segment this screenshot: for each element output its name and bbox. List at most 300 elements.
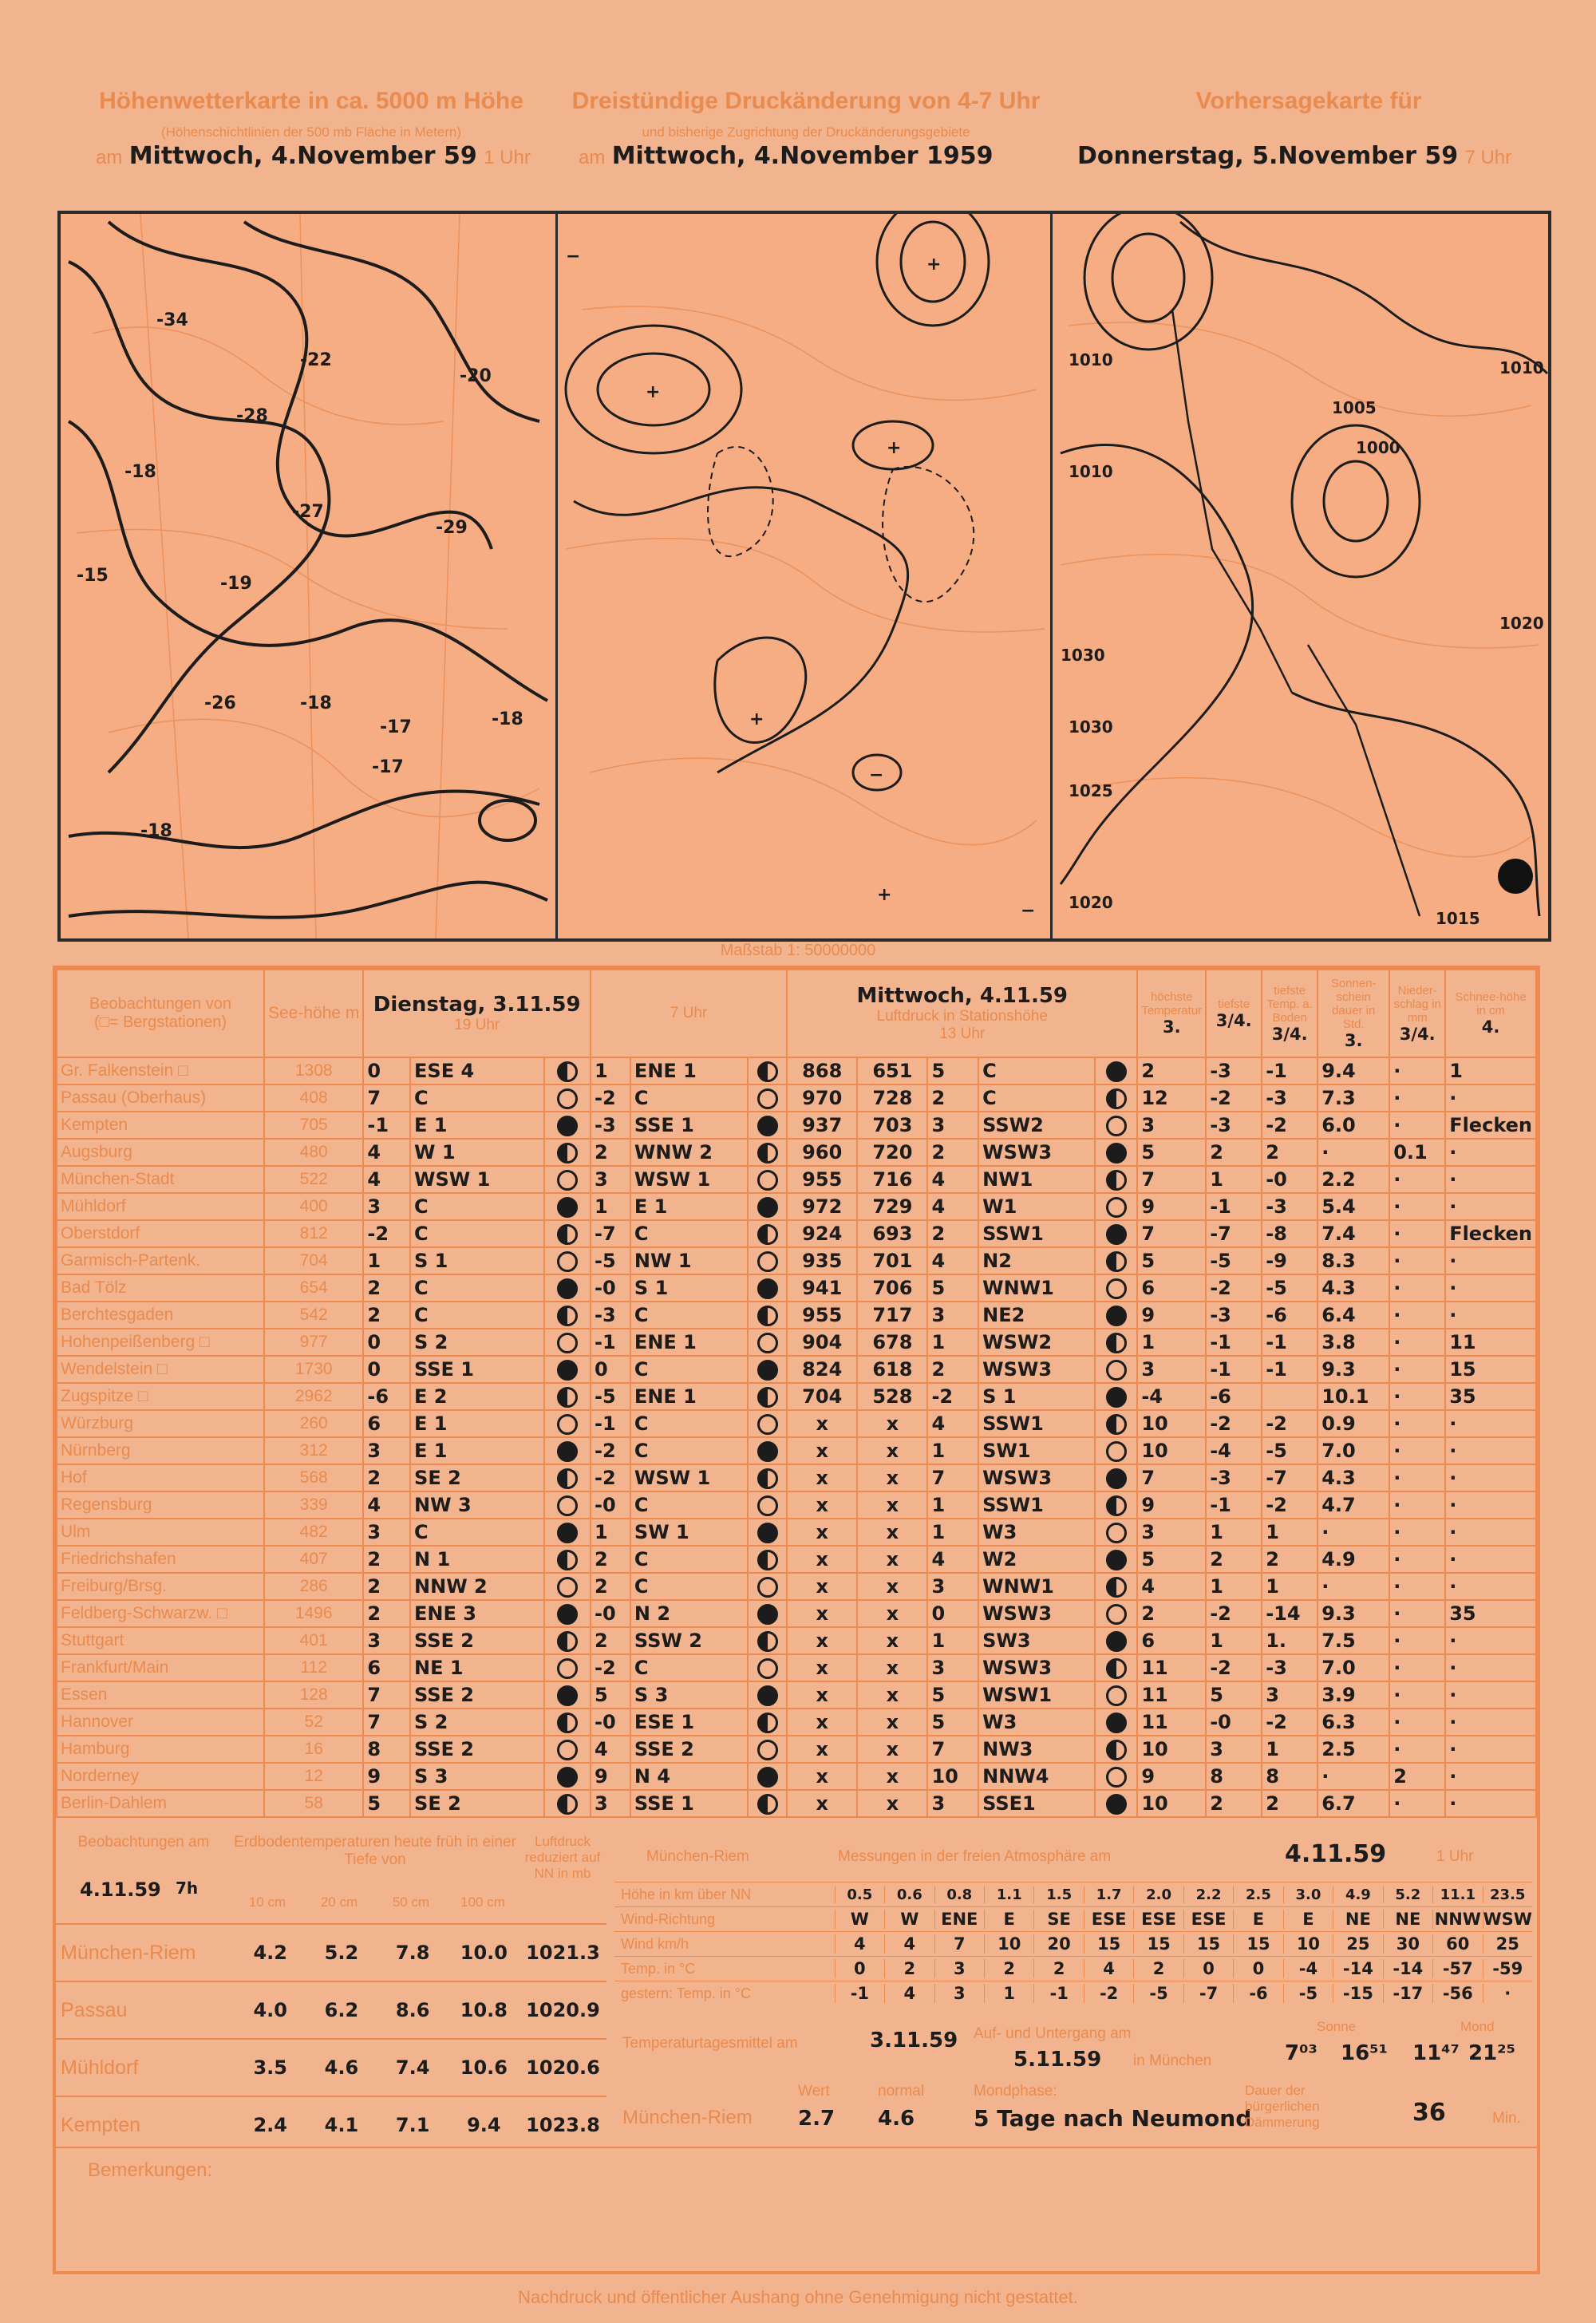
precip: · xyxy=(1389,1573,1445,1600)
min-temp: -3 xyxy=(1206,1057,1262,1084)
aero-row xyxy=(614,1882,1532,1906)
d3-weather xyxy=(1095,1546,1137,1573)
d3-wind: SSW1 xyxy=(978,1491,1095,1519)
aero-wind-speed: 15 xyxy=(1084,1934,1133,1954)
d3-wind: SSW2 xyxy=(978,1112,1095,1139)
d1-temp: 6 xyxy=(363,1410,410,1437)
station-name: Frankfurt/Main xyxy=(57,1654,264,1681)
svg-text:-18: -18 xyxy=(492,709,523,729)
snow: · xyxy=(1445,1437,1536,1464)
snow: · xyxy=(1445,1681,1536,1709)
d2: 3/4. xyxy=(1215,1010,1252,1030)
d3-press-mm: x xyxy=(857,1573,927,1600)
d1-weather xyxy=(544,1600,591,1627)
d2-temp: 2 xyxy=(591,1573,630,1600)
soil-temp: 8.6 xyxy=(395,1999,430,2021)
aero-yest-temp: · xyxy=(1483,1984,1532,2003)
svg-text:-22: -22 xyxy=(300,350,332,370)
d1-wind: ESE 4 xyxy=(410,1057,544,1084)
d3-temp: 4 xyxy=(927,1247,978,1274)
d3-weather xyxy=(1095,1247,1137,1274)
soil-pressure: 1023.8 xyxy=(526,2114,600,2136)
weather-symbol-icon xyxy=(557,1197,578,1218)
d1-wind: NNW 2 xyxy=(410,1573,544,1600)
d3-press-mm: 706 xyxy=(857,1274,927,1302)
soil-pressure: 1021.3 xyxy=(526,1942,600,1964)
d3-press-mb: x xyxy=(787,1600,857,1627)
sunshine: 3.9 xyxy=(1317,1681,1389,1709)
ground-temp: -8 xyxy=(1262,1220,1317,1247)
svg-text:-17: -17 xyxy=(372,757,404,777)
d3-weather xyxy=(1095,1220,1137,1247)
sunshine: 7.4 xyxy=(1317,1220,1389,1247)
weather-maps xyxy=(57,211,1551,942)
d1-weather xyxy=(544,1329,591,1356)
d1-temp: 6 xyxy=(363,1654,410,1681)
sunshine: 3.8 xyxy=(1317,1329,1389,1356)
sunshine: 9.4 xyxy=(1317,1057,1389,1084)
max-temp: 2 xyxy=(1137,1600,1206,1627)
d2-weather xyxy=(748,1410,787,1437)
station-height: 407 xyxy=(264,1546,363,1573)
table-row xyxy=(57,1546,1536,1573)
ground-temp: -1 xyxy=(1262,1057,1317,1084)
d1-weather xyxy=(544,1736,591,1763)
d1-weather xyxy=(544,1057,591,1084)
svg-text:1010: 1010 xyxy=(1069,350,1113,369)
weather-symbol-icon xyxy=(557,1794,578,1815)
ground-temp: -2 xyxy=(1262,1112,1317,1139)
min-temp: -3 xyxy=(1206,1464,1262,1491)
d3-weather xyxy=(1095,1302,1137,1329)
table-row xyxy=(57,1627,1536,1654)
table-row xyxy=(57,1600,1536,1627)
max-temp: 9 xyxy=(1137,1491,1206,1519)
weather-symbol-icon xyxy=(1106,1713,1127,1733)
d2-weather xyxy=(748,1274,787,1302)
d1-weather xyxy=(544,1410,591,1437)
soil-time: 7h xyxy=(176,1879,199,1898)
aero-yest-temp: -1 xyxy=(835,1984,884,2003)
soil-depth-label: 10 cm xyxy=(248,1894,286,1910)
svg-text:1000: 1000 xyxy=(1356,438,1400,457)
precip: · xyxy=(1389,1084,1445,1112)
snow: · xyxy=(1445,1573,1536,1600)
d2-temp: -3 xyxy=(591,1302,630,1329)
snow: 15 xyxy=(1445,1356,1536,1383)
table-row xyxy=(57,1763,1536,1790)
d2-wind: S 1 xyxy=(630,1274,748,1302)
d3-weather xyxy=(1095,1057,1137,1084)
d2-temp: 3 xyxy=(591,1166,630,1193)
d2-wind: C xyxy=(630,1437,748,1464)
d2-wind: ENE 1 xyxy=(630,1383,748,1410)
precip: · xyxy=(1389,1057,1445,1084)
aero-wind-speed: 15 xyxy=(1233,1934,1282,1954)
d2-weather xyxy=(748,1112,787,1139)
d1-temp: 2 xyxy=(363,1274,410,1302)
aero-height: 0.8 xyxy=(934,1886,984,1903)
ground-temp: -2 xyxy=(1262,1709,1317,1736)
d1-weather xyxy=(544,1546,591,1573)
d2-weather xyxy=(748,1302,787,1329)
soil-station: Kempten xyxy=(61,2113,141,2136)
table-row xyxy=(57,1084,1536,1112)
max-temp: 12 xyxy=(1137,1084,1206,1112)
aero-yest-temp: -56 xyxy=(1432,1984,1482,2003)
d3-wind: W2 xyxy=(978,1546,1095,1573)
day3-time: 13 Uhr xyxy=(939,1025,986,1042)
table-row xyxy=(57,1491,1536,1519)
max-temp: 5 xyxy=(1137,1247,1206,1274)
svg-text:−: − xyxy=(869,765,884,785)
weather-symbol-icon xyxy=(1106,1088,1127,1109)
station-height: 112 xyxy=(264,1654,363,1681)
day2-time: 7 Uhr xyxy=(670,1005,708,1021)
aero-temp: 2 xyxy=(1133,1959,1183,1978)
ground-temp: 8 xyxy=(1262,1763,1317,1790)
station-name: Regensburg xyxy=(57,1491,264,1519)
aero-height: 11.1 xyxy=(1432,1886,1482,1903)
d1-weather xyxy=(544,1220,591,1247)
sunshine: 9.3 xyxy=(1317,1600,1389,1627)
svg-text:+: + xyxy=(887,438,902,458)
svg-text:-29: -29 xyxy=(436,518,468,538)
d1-temp: -2 xyxy=(363,1220,410,1247)
auf-date: 5.11.59 xyxy=(1013,2048,1102,2072)
aero-row xyxy=(614,1956,1532,1981)
weather-symbol-icon xyxy=(757,1658,778,1679)
max-temp: 3 xyxy=(1137,1356,1206,1383)
min-temp: -1 xyxy=(1206,1491,1262,1519)
d3-press-mb: x xyxy=(787,1654,857,1681)
table-row xyxy=(57,1681,1536,1709)
d3-temp: 4 xyxy=(927,1166,978,1193)
station-name: Wendelstein □ xyxy=(57,1356,264,1383)
d2-weather xyxy=(748,1654,787,1681)
aero-row-label: Höhe in km über NN xyxy=(621,1886,752,1902)
d3-press-mb: x xyxy=(787,1437,857,1464)
weather-symbol-icon xyxy=(1106,1143,1127,1163)
max-temp: 7 xyxy=(1137,1220,1206,1247)
d3-weather xyxy=(1095,1084,1137,1112)
weather-symbol-icon xyxy=(757,1550,778,1570)
d3: 3/4. xyxy=(1271,1024,1308,1044)
station-name: Hamburg xyxy=(57,1736,264,1763)
aero-yest-temp: -6 xyxy=(1233,1984,1282,2003)
aero-temp: -4 xyxy=(1283,1959,1333,1978)
d3-wind: WSW3 xyxy=(978,1356,1095,1383)
d3-press-mb: x xyxy=(787,1763,857,1790)
d3-weather xyxy=(1095,1790,1137,1817)
d1-temp: 0 xyxy=(363,1356,410,1383)
d2-weather xyxy=(748,1220,787,1247)
d1-temp: 2 xyxy=(363,1464,410,1491)
soil-pressure-head: Luftdruck reduziert auf NN in mb xyxy=(524,1834,601,1881)
ext-min-header xyxy=(1206,970,1262,1057)
sunshine: 2.5 xyxy=(1317,1736,1389,1763)
min-temp: -7 xyxy=(1206,1220,1262,1247)
d3-weather xyxy=(1095,1681,1137,1709)
wert-value: 2.7 xyxy=(798,2107,836,2131)
map3-date: Donnerstag, 5.November 59 xyxy=(1077,142,1459,170)
normal-value: 4.6 xyxy=(878,2107,915,2131)
aero-yest-temp: 1 xyxy=(984,1984,1033,2003)
aero-station: München-Riem xyxy=(646,1848,749,1865)
d3-temp: 4 xyxy=(927,1410,978,1437)
weather-symbol-icon xyxy=(557,1604,578,1625)
d1-weather xyxy=(544,1193,591,1220)
weather-symbol-icon xyxy=(757,1713,778,1733)
d3-wind: WSW1 xyxy=(978,1681,1095,1709)
station-name: Kempten xyxy=(57,1112,264,1139)
d1-weather xyxy=(544,1681,591,1709)
sunshine: 4.7 xyxy=(1317,1491,1389,1519)
max-temp: 3 xyxy=(1137,1519,1206,1546)
d3-press-mb: 970 xyxy=(787,1084,857,1112)
d2-weather xyxy=(748,1546,787,1573)
station-height: 2962 xyxy=(264,1383,363,1410)
station-height: 977 xyxy=(264,1329,363,1356)
sonne-unter: 16⁵¹ xyxy=(1341,2041,1388,2065)
d1-wind: E 1 xyxy=(410,1437,544,1464)
d3-weather xyxy=(1095,1383,1137,1410)
d2-wind: C xyxy=(630,1573,748,1600)
min-temp: -2 xyxy=(1206,1410,1262,1437)
soil-temp: 4.1 xyxy=(324,2114,359,2136)
aero-temp: 2 xyxy=(984,1959,1033,1978)
max-temp: 10 xyxy=(1137,1736,1206,1763)
forecast-map xyxy=(1050,214,1551,938)
map1-time: 1 Uhr xyxy=(484,147,531,168)
d2-temp: -0 xyxy=(591,1709,630,1736)
d2-temp: -2 xyxy=(591,1654,630,1681)
d3-temp: 7 xyxy=(927,1736,978,1763)
d2-temp: 2 xyxy=(591,1139,630,1166)
weather-symbol-icon xyxy=(757,1631,778,1652)
station-name: Stuttgart xyxy=(57,1627,264,1654)
d1-temp: 2 xyxy=(363,1302,410,1329)
ext4: Sonnen-schein dauer in Std. xyxy=(1330,977,1377,1031)
svg-text:−: − xyxy=(1021,901,1036,921)
d1-weather xyxy=(544,1274,591,1302)
aero-row-label: gestern: Temp. in °C xyxy=(621,1985,751,2001)
aero-row-label: Temp. in °C xyxy=(621,1960,696,1977)
d3-temp: 1 xyxy=(927,1437,978,1464)
aero-temp: 0 xyxy=(1183,1959,1233,1978)
snow: · xyxy=(1445,1084,1536,1112)
soil-pressure: 1020.6 xyxy=(526,2056,600,2079)
d1-wind: W 1 xyxy=(410,1139,544,1166)
ground-temp: 1 xyxy=(1262,1736,1317,1763)
aero-wind-speed: 25 xyxy=(1333,1934,1382,1954)
svg-text:-18: -18 xyxy=(300,693,332,713)
phase-label: Mondphase: xyxy=(974,2083,1057,2100)
table-row xyxy=(57,1329,1536,1356)
d3-temp: 4 xyxy=(927,1193,978,1220)
aero-height: 2.2 xyxy=(1183,1886,1233,1903)
snow: · xyxy=(1445,1709,1536,1736)
weather-symbol-icon xyxy=(757,1143,778,1163)
min-temp: 5 xyxy=(1206,1681,1262,1709)
station-height: 408 xyxy=(264,1084,363,1112)
mittel-label: Temperaturtagesmittel am xyxy=(622,2035,798,2052)
d3-press-mm: 701 xyxy=(857,1247,927,1274)
max-temp: 11 xyxy=(1137,1681,1206,1709)
snow: · xyxy=(1445,1790,1536,1817)
d3-press-mm: 618 xyxy=(857,1356,927,1383)
weather-symbol-icon xyxy=(757,1061,778,1082)
mond-unter: 21²⁵ xyxy=(1468,2041,1515,2065)
station-height: 704 xyxy=(264,1247,363,1274)
d2-temp: -2 xyxy=(591,1437,630,1464)
d3-weather xyxy=(1095,1600,1137,1627)
d3-weather xyxy=(1095,1627,1137,1654)
d1-temp: 2 xyxy=(363,1600,410,1627)
aero-yest-temp: -5 xyxy=(1133,1984,1183,2003)
d3-weather xyxy=(1095,1193,1137,1220)
d2-weather xyxy=(748,1491,787,1519)
ground-temp xyxy=(1262,1383,1317,1410)
aero-height: 4.9 xyxy=(1333,1886,1382,1903)
station-height: 568 xyxy=(264,1464,363,1491)
ground-temp: 3 xyxy=(1262,1681,1317,1709)
max-temp: 5 xyxy=(1137,1546,1206,1573)
d3-press-mb: x xyxy=(787,1573,857,1600)
d3-temp: 3 xyxy=(927,1302,978,1329)
weather-symbol-icon xyxy=(1106,1577,1127,1598)
table-row xyxy=(57,1139,1536,1166)
d1-wind: C xyxy=(410,1220,544,1247)
d3-press-mm: x xyxy=(857,1681,927,1709)
aero-wind-dir: W xyxy=(884,1910,934,1929)
precip-header xyxy=(1389,970,1445,1057)
d1-wind: SSE 1 xyxy=(410,1356,544,1383)
weather-symbol-icon xyxy=(757,1468,778,1489)
footnote: Nachdruck und öffentlicher Aushang ohne Genehmigung nicht gestattet. xyxy=(518,2287,1078,2307)
aero-block xyxy=(614,1827,1540,2011)
map2-am: am xyxy=(579,147,606,168)
min-temp: -0 xyxy=(1206,1709,1262,1736)
d1-weather xyxy=(544,1763,591,1790)
snow: · xyxy=(1445,1193,1536,1220)
precip: · xyxy=(1389,1247,1445,1274)
d3-wind: W1 xyxy=(978,1193,1095,1220)
weather-symbol-icon xyxy=(557,1713,578,1733)
table-row xyxy=(57,1573,1536,1600)
d3-wind: SSW1 xyxy=(978,1220,1095,1247)
min-temp: -6 xyxy=(1206,1383,1262,1410)
precip: · xyxy=(1389,1519,1445,1546)
svg-text:-34: -34 xyxy=(156,310,188,330)
max-temp: 5 xyxy=(1137,1139,1206,1166)
station-name: Bad Tölz xyxy=(57,1274,264,1302)
d1-wind: SSE 2 xyxy=(410,1736,544,1763)
snow: · xyxy=(1445,1627,1536,1654)
d2-temp: -3 xyxy=(591,1112,630,1139)
weather-symbol-icon xyxy=(1106,1604,1127,1625)
weather-symbol-icon xyxy=(1106,1550,1127,1570)
d2-wind: N 2 xyxy=(630,1600,748,1627)
d3-wind: SW1 xyxy=(978,1437,1095,1464)
station-name: Hof xyxy=(57,1464,264,1491)
d1-temp: 9 xyxy=(363,1763,410,1790)
phase-value: 5 Tage nach Neumond xyxy=(974,2105,1252,2131)
aero-height: 0.5 xyxy=(835,1886,884,1903)
weather-symbol-icon xyxy=(557,1333,578,1353)
snow: · xyxy=(1445,1302,1536,1329)
day1-time: 19 Uhr xyxy=(454,1017,500,1033)
svg-text:+: + xyxy=(877,885,892,905)
d3-weather xyxy=(1095,1437,1137,1464)
d1-wind: SSE 2 xyxy=(410,1627,544,1654)
d2-wind: C xyxy=(630,1546,748,1573)
svg-text:-15: -15 xyxy=(77,566,109,586)
ext2: tiefste xyxy=(1218,997,1250,1011)
svg-text:1010: 1010 xyxy=(1499,358,1544,377)
d3-press-mb: x xyxy=(787,1736,857,1763)
map2-subtitle: und bisherige Zugrichtung der Druckänderungsgebiete xyxy=(642,124,970,140)
d1-weather xyxy=(544,1356,591,1383)
station-name: Zugspitze □ xyxy=(57,1383,264,1410)
aero-height: 23.5 xyxy=(1483,1886,1532,1903)
obs-header-label: Beobachtungen von xyxy=(89,995,231,1013)
d3-wind: NW3 xyxy=(978,1736,1095,1763)
d2-temp: -0 xyxy=(591,1600,630,1627)
d2-temp: -5 xyxy=(591,1247,630,1274)
svg-text:1030: 1030 xyxy=(1061,646,1105,665)
weather-symbol-icon xyxy=(757,1794,778,1815)
aero-row-label: Wind km/h xyxy=(621,1935,689,1952)
d1-temp: 8 xyxy=(363,1736,410,1763)
d3-press-mb: x xyxy=(787,1681,857,1709)
weather-symbol-icon xyxy=(1106,1794,1127,1815)
d3-press-mb: 704 xyxy=(787,1383,857,1410)
d1-weather xyxy=(544,1166,591,1193)
soil-temp: 3.5 xyxy=(253,2056,287,2079)
map3-time: 7 Uhr xyxy=(1464,147,1512,168)
map-scale: Maßstab 1: 50000000 xyxy=(720,942,876,959)
snow: · xyxy=(1445,1166,1536,1193)
station-name: Freiburg/Brsg. xyxy=(57,1573,264,1600)
d1-temp: 4 xyxy=(363,1139,410,1166)
station-height: 52 xyxy=(264,1709,363,1736)
snow-header xyxy=(1445,970,1536,1057)
soil-row xyxy=(56,2038,606,2096)
aero-wind-speed: 4 xyxy=(835,1934,884,1954)
d3-weather xyxy=(1095,1139,1137,1166)
snow: 11 xyxy=(1445,1329,1536,1356)
d3-wind: WSW3 xyxy=(978,1464,1095,1491)
day2-header xyxy=(591,970,787,1057)
ground-temp: -1 xyxy=(1262,1356,1317,1383)
weather-symbol-icon xyxy=(557,1251,578,1272)
d3-temp: 3 xyxy=(927,1112,978,1139)
table-row xyxy=(57,1356,1536,1383)
aero-wind-dir: SE xyxy=(1033,1910,1083,1929)
d4: 3. xyxy=(1344,1031,1363,1050)
d1-wind: C xyxy=(410,1274,544,1302)
d2-weather xyxy=(748,1681,787,1709)
station-height: 1730 xyxy=(264,1356,363,1383)
station-name: Essen xyxy=(57,1681,264,1709)
d1-weather xyxy=(544,1519,591,1546)
d2-wind: WSW 1 xyxy=(630,1464,748,1491)
d2-wind: C xyxy=(630,1220,748,1247)
d2-wind: C xyxy=(630,1356,748,1383)
weather-symbol-icon xyxy=(757,1604,778,1625)
svg-text:-18: -18 xyxy=(140,821,172,841)
